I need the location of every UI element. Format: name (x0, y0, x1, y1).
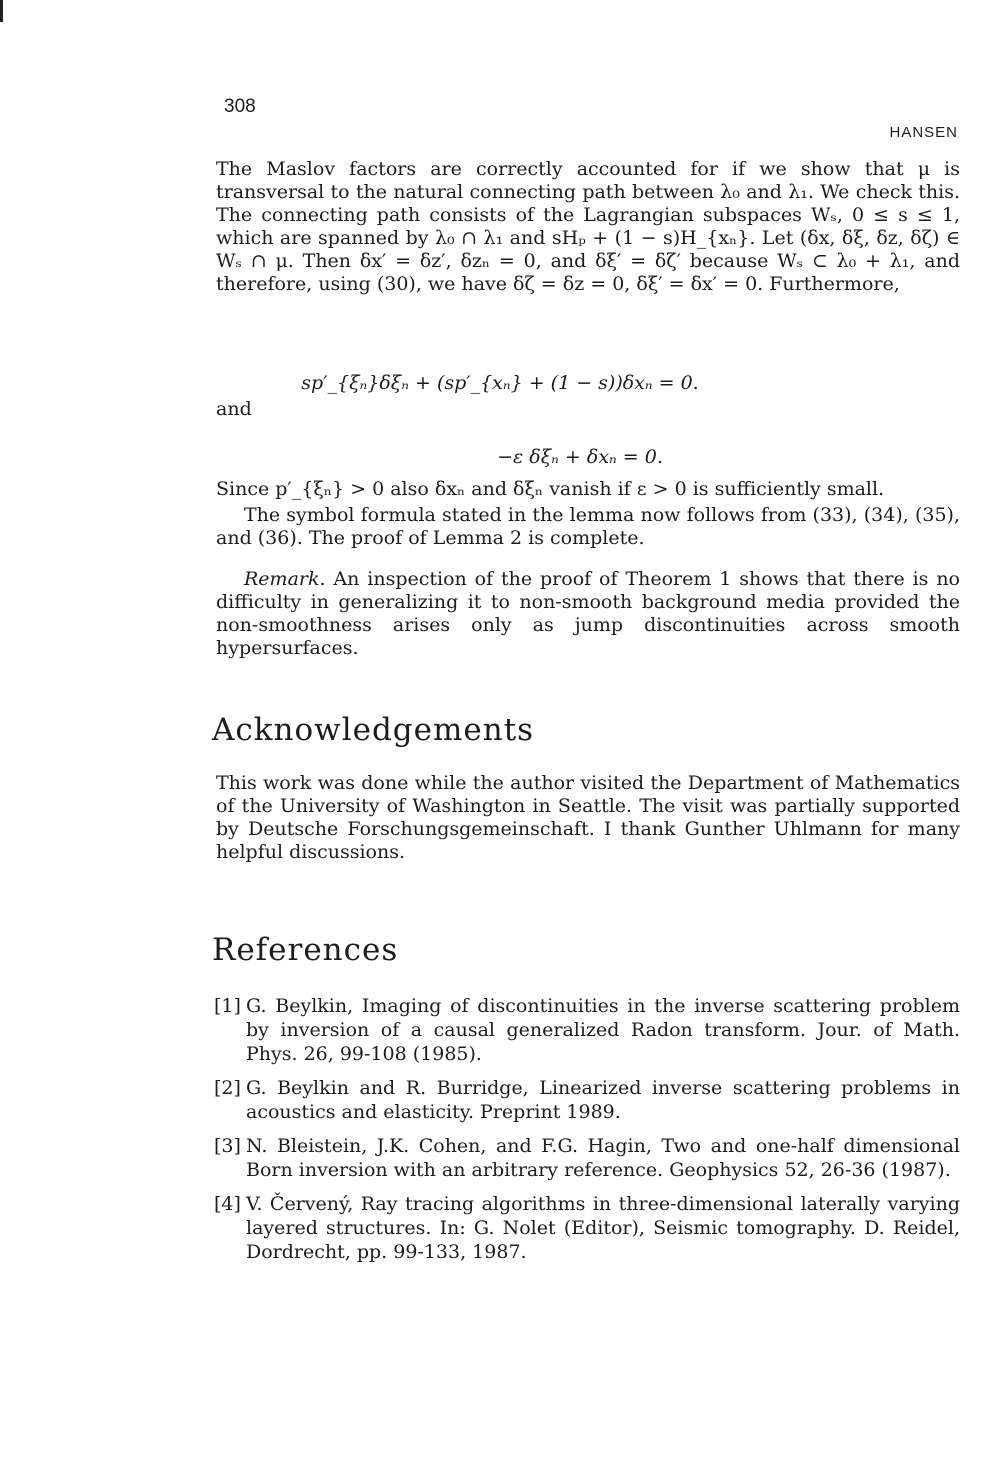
acknowledgements-text: This work was done while the author visited the Department of Mathematics of the University of Washington in Seattle. The visit was partially supported by Deutsche Forschungsgemeinschaft. I thank Gunther Uhlmann for many helpful discussions. (216, 772, 960, 863)
scan-edge-mark (0, 0, 3, 22)
equation-1: sp′_{ξₙ}δξₙ + (sp′_{xₙ} + (1 − s))δxₙ = 0. (301, 372, 699, 394)
remark-paragraph (216, 568, 960, 660)
connective-and: and (216, 398, 252, 420)
remark-label: Remark. (244, 568, 326, 590)
reference-text: G. Beylkin, Imaging of discontinuities in the inverse scattering problem by inversion of a causal generalized Radon transform. Jour. of Math. Phys. 26, 99-108 (1985). (246, 995, 960, 1065)
proof-paragraph: The Maslov factors are correctly accounted for if we show that μ is transversal to the natural connecting path between λ₀ and λ₁. We check this. The connecting path consists of the Lagrangian subspaces Wₛ, 0 ≤ s ≤ 1, which are spanned by λ₀ ∩ λ₁ and sHₚ + (1 − s)H_{xₙ}. Let (δx, δξ, δz, δζ) ∈ Wₛ ∩ μ. Then δx′ = δz′, δzₙ = 0, and δξ′ = δζ′ because Wₛ ⊂ λ₀ + λ₁, and therefore, using (30), we have δζ = δz = 0, δξ′ = δx′ = 0. Furthermore, (216, 158, 960, 295)
reference-text: N. Bleistein, J.K. Cohen, and F.G. Hagin, Two and one-half dimensional Born inversion with an arbitrary reference. Geophysics 52, 26-36 (1987). (246, 1135, 960, 1181)
reference-number: [4] (214, 1193, 241, 1215)
reference-number: [2] (214, 1077, 241, 1099)
reference-item (214, 1134, 960, 1182)
equation-2: −ε δξₙ + δxₙ = 0. (497, 446, 663, 468)
running-head: HANSEN (889, 124, 958, 141)
references-heading: References (212, 932, 399, 968)
reference-number: [1] (214, 995, 241, 1017)
remark-text: An inspection of the proof of Theorem 1 shows that there is no difficulty in generalizing it to non-smooth background media provided the non-smoothness arises only as jump discontinuities across smooth hypersurfaces. (216, 568, 960, 659)
reference-item (214, 1192, 960, 1264)
reference-text: V. Červený, Ray tracing algorithms in three-dimensional laterally varying layered structures. In: G. Nolet (Editor), Seismic tomography. D. Reidel, Dordrecht, pp. 99-133, 1987. (246, 1193, 960, 1263)
acknowledgements-heading: Acknowledgements (212, 712, 535, 748)
reference-number: [3] (214, 1135, 241, 1157)
reference-list (214, 994, 960, 1274)
reference-item (214, 994, 960, 1066)
lemma-conclusion-paragraph: The symbol formula stated in the lemma now follows from (33), (34), (35), and (36). The proof of Lemma 2 is complete. (216, 504, 960, 549)
page-number: 308 (224, 96, 256, 117)
proof-paragraph-2: Since p′_{ξₙ} > 0 also δxₙ and δξₙ vanish if ε > 0 is sufficiently small. (216, 478, 885, 500)
reference-text: G. Beylkin and R. Burridge, Linearized inverse scattering problems in acoustics and elasticity. Preprint 1989. (246, 1077, 960, 1123)
reference-item (214, 1076, 960, 1124)
